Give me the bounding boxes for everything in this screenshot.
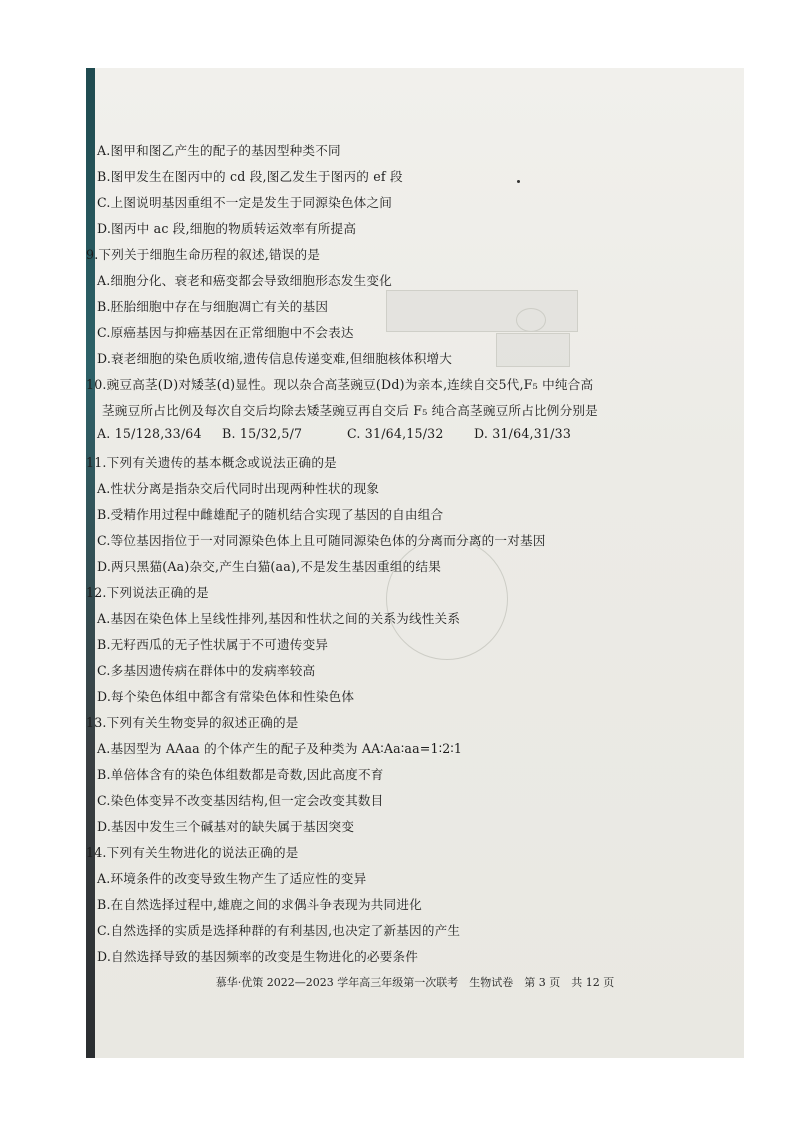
question-14-option-a: A.环境条件的改变导致生物产生了适应性的变异 bbox=[97, 871, 367, 886]
question-10-option-a: A. 15/128,33/64 bbox=[97, 426, 202, 441]
option-c: C.上图说明基因重组不一定是发生于同源染色体之间 bbox=[97, 195, 393, 210]
option-b: B.图甲发生在图丙中的 cd 段,图乙发生于图丙的 ef 段 bbox=[97, 169, 403, 184]
question-9-option-c: C.原癌基因与抑癌基因在正常细胞中不会表达 bbox=[97, 325, 354, 340]
question-13-stem: 13.下列有关生物变异的叙述正确的是 bbox=[86, 715, 299, 730]
question-13-option-a: A.基因型为 AAaa 的个体产生的配子及种类为 AA∶Aa∶aa=1∶2∶1 bbox=[97, 741, 463, 756]
question-9-option-d: D.衰老细胞的染色质收缩,遗传信息传递变难,但细胞核体积增大 bbox=[97, 351, 453, 366]
question-12-option-b: B.无籽西瓜的无子性状属于不可遗传变异 bbox=[97, 637, 329, 652]
question-14-stem: 14.下列有关生物进化的说法正确的是 bbox=[86, 845, 299, 860]
question-10-stem: 10.豌豆高茎(D)对矮茎(d)显性。现以杂合高茎豌豆(Dd)为亲本,连续自交5代,F₅ 中纯合高 bbox=[86, 377, 594, 392]
exam-page bbox=[86, 68, 744, 1058]
question-12-option-d: D.每个染色体组中都含有常染色体和性染色体 bbox=[97, 689, 355, 704]
question-11-option-a: A.性状分离是指杂交后代同时出现两种性状的现象 bbox=[97, 481, 380, 496]
question-9-option-b: B.胚胎细胞中存在与细胞凋亡有关的基因 bbox=[97, 299, 329, 314]
question-11-stem: 11.下列有关遗传的基本概念或说法正确的是 bbox=[86, 455, 337, 470]
question-14-option-d: D.自然选择导致的基因频率的改变是生物进化的必要条件 bbox=[97, 949, 419, 964]
question-12-option-c: C.多基因遗传病在群体中的发病率较高 bbox=[97, 663, 316, 678]
question-14-option-c: C.自然选择的实质是选择种群的有利基因,也决定了新基因的产生 bbox=[97, 923, 461, 938]
question-13-option-c: C.染色体变异不改变基因结构,但一定会改变其数目 bbox=[97, 793, 384, 808]
question-10-stem-continued: 茎豌豆所占比例及每次自交后均除去矮茎豌豆再自交后 F₅ 纯合高茎豌豆所占比例分别是 bbox=[102, 403, 598, 418]
question-10-option-d: D. 31/64,31/33 bbox=[474, 426, 572, 441]
question-9-stem: 9.下列关于细胞生命历程的叙述,错误的是 bbox=[86, 247, 321, 262]
option-d: D.图丙中 ac 段,细胞的物质转运效率有所提高 bbox=[97, 221, 357, 236]
ink-speck bbox=[517, 180, 520, 183]
question-13-option-d: D.基因中发生三个碱基对的缺失属于基因突变 bbox=[97, 819, 355, 834]
page-footer: 慕华·优策 2022—2023 学年高三年级第一次联考 生物试卷 第 3 页 共 12 页 bbox=[215, 976, 615, 989]
question-10-option-c: C. 31/64,15/32 bbox=[347, 426, 444, 441]
option-a: A.图甲和图乙产生的配子的基因型种类不同 bbox=[97, 143, 341, 158]
question-12-stem: 12.下列说法正确的是 bbox=[86, 585, 209, 600]
question-14-option-b: B.在自然选择过程中,雄鹿之间的求偶斗争表现为共同进化 bbox=[97, 897, 422, 912]
question-11-option-c: C.等位基因指位于一对同源染色体上且可随同源染色体的分离而分离的一对基因 bbox=[97, 533, 546, 548]
question-9-option-a: A.细胞分化、衰老和癌变都会导致细胞形态发生变化 bbox=[97, 273, 392, 288]
question-10-options bbox=[97, 426, 571, 441]
question-12-option-a: A.基因在染色体上呈线性排列,基因和性状之间的关系为线性关系 bbox=[97, 611, 461, 626]
question-11-option-d: D.两只黑猫(Aa)杂交,产生白猫(aa),不是发生基因重组的结果 bbox=[97, 559, 441, 574]
question-11-option-b: B.受精作用过程中雌雄配子的随机结合实现了基因的自由组合 bbox=[97, 507, 444, 522]
question-13-option-b: B.单倍体含有的染色体组数都是奇数,因此高度不育 bbox=[97, 767, 384, 782]
question-10-option-b: B. 15/32,5/7 bbox=[222, 426, 303, 441]
